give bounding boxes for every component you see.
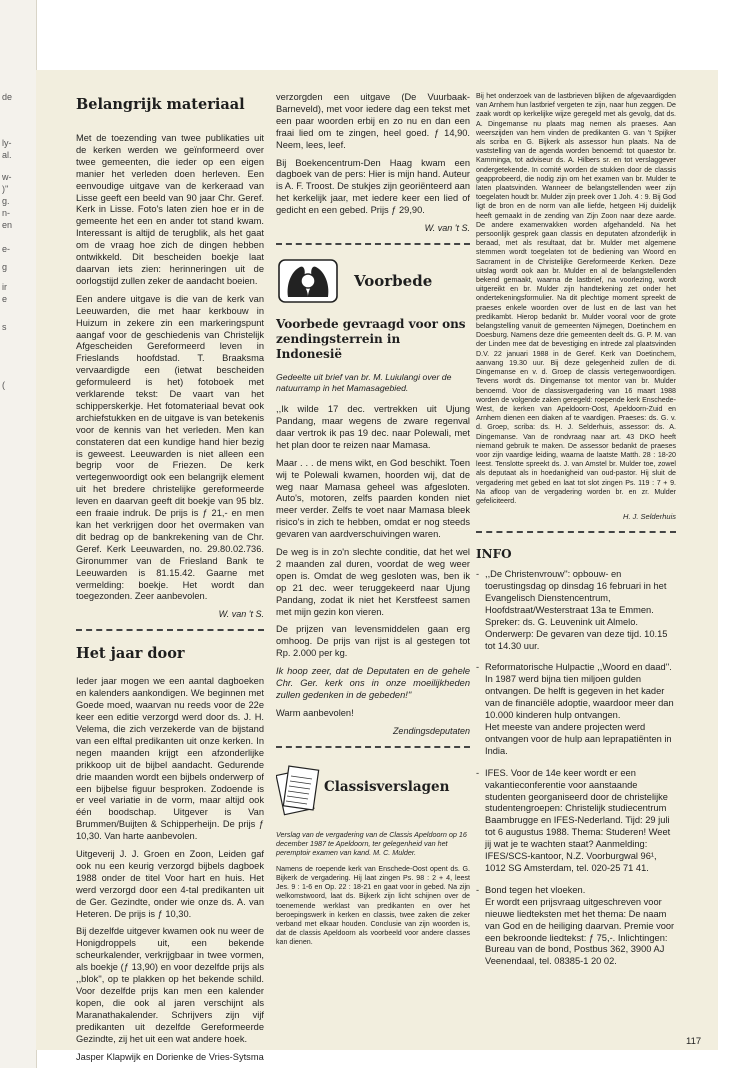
paragraph: Een andere uitgave is die van de kerk van Leeuwarden, die met haar kerkbouw in Huizum in zekere zin een markeringspunt aangaf voor de geschiedenis van Christelijk Afgescheiden Gereformeerd leven in Frieslands hoofdstad. T. Braaksma vervaardigde een (ietwat bescheiden geformuleerd is het) fotoboek met verklarende tekst: De vaart van het schipperskerkje. Het fotomateriaal bevat ook archiefstukken en de uitgave is van betekenis voor de kennis van het verleden. Men kan constateren dat een kundige hand hier bezig is geweest. Leeuwarden is niet alleen een begrip voor de Friezen. De kerk vertegenwoordigt ook een belangrijk element uit het bredere christelijke gereformeerde leven en daarvan geeft dit boekje van 95 blz. een fraaie indruk. De prijs is ƒ 21,- en men kan het verkrijgen door het overmaken van dit bedrag op de bankrekening van de Chr. Geref. Kerk Leeuwarden, no. 29.80.02.736. Gironummer van de Friesland Bank te Leeuwarden is 81.15.42. Gaarne met vermelding: boekje. Het wordt dan toegezonden. Zeer aanbevolen.: [76, 293, 264, 602]
edge-fragment: e: [2, 294, 8, 304]
edge-fragment: ly-: [2, 138, 12, 148]
article-title-het-jaar-door: Het jaar door: [76, 645, 185, 663]
paragraph: Met de toezending van twee publikaties uit de kerken werden we geïnformeerd over twee gemeenten, die ieder op een eigen manier het verleden doen herleven. Een eenvoudige uitgave van de kerkeraad van Lisse geeft een beeld van 90 jaar Chr. Geref. Kerk in Lisse. Foto's laten zien hoe er in de gemeente het een en ander tot stand kwam. Interessant is altijd de terugblik, als het gaat om de vraag hoe zich de dingen hebben ontwikkeld. Dit bescheiden boekje laat daarvan iets zien: herinneringen uit de oorlogstijd zullen zeker de aandacht boeien.: [76, 133, 264, 286]
info-item: - ,,De Christenvrouw'': opbouw- en toerustingsdag op dinsdag 16 februari in het Evangelisch Dienstencentrum, Hoofdstraat/Westerstraat 13a te Emmen. Spreker: ds. G. Leuvenink uit Almelo. Onderwerp: De gevaren van deze tijd. 10.15 tot 14.30 uur.: [476, 569, 676, 652]
column-2: [276, 92, 470, 954]
paragraph: Bond tegen het vloeken.: [485, 884, 586, 895]
edge-fragment: de: [2, 92, 13, 102]
section-banner-title: Classisverslagen: [324, 778, 450, 795]
report-text: [276, 865, 470, 948]
report-text-continued: [476, 92, 676, 506]
divider: [276, 746, 470, 748]
info-item: - Reformatorische Hulpactie ,,Woord en daad''. In 1987 werd bijna tien miljoen gulden ontvangen. De helft is gegeven in het kader van de financiële adoptie, waardoor meer dan 10.000 kinderen hulp ontvangen. Het meeste van andere projecten werd ontvangen voor de hulp aan leprapatiënten in India.: [476, 662, 676, 757]
paragraph: IFES. Voor de 14e keer wordt er een vakantieconferentie voor aanstaande studenten georganiseerd door de christelijke studentengroepen: Christelijk studiecentrum Baambrugge en IFES-Nederland. Tijd: 29 juli tot 6 augustus 1988. Thema: Studeren! Weet jij wat je te wachten staat? Aanmelding: IFES/SCS-kantoor, N.Z. Voorburgwal 96¹, 1012 SG Amsterdam, tel. 020-25 71 41.: [485, 767, 671, 873]
edge-fragment: e-: [2, 244, 11, 254]
article-title-belangrijk-materiaal: Belangrijk materiaal: [76, 96, 245, 113]
signature: W. van 't S.: [424, 223, 470, 234]
papers-icon: [276, 762, 324, 818]
paragraph: Ik hoop zeer, dat de Deputaten en de gehele Chr. Ger. kerk ons in onze moeilijkheden zullen gedenken in de gebeden!'': [276, 666, 470, 700]
edge-fragment: s: [2, 322, 7, 332]
paragraph: Reformatorische Hulpactie ,,Woord en daad''.: [485, 662, 672, 673]
paragraph: Uitgeverij J. J. Groen en Zoon, Leiden gaf ook nu een keurig verzorgd bijbels dagboek 1988 onder de titel Voor hart en huis. Het werd verzorgd door een 4-tal predikanten uit de Ger. Gezindte, onder wie onze ds. A. van Heteren. De prijs is ƒ 10,30.: [76, 849, 264, 919]
edge-fragment: al.: [2, 150, 12, 160]
adjacent-page-edge: [0, 0, 37, 1068]
article-intro: Verslag van de vergadering van de Classis Apeldoorn op 16 december 1987 te Apeldoorn, ter gelegenheid van het peremptoir examen van kand. M. C. Mulder.: [276, 829, 467, 857]
page-number: 117: [686, 1036, 702, 1047]
paragraph: Het meeste van andere projecten werd ontvangen voor de hulp aan leprapatiënten in India.: [485, 722, 672, 756]
edge-fragment: (: [2, 380, 5, 390]
edge-fragment: g: [2, 262, 8, 272]
paragraph: Warm aanbevolen!: [276, 707, 354, 718]
paragraph: verzorgden een uitgave (De Vuurbaak-Barneveld), met voor iedere dag een tekst met een paar woorden erbij en zo nu en dan een fraai lied om te zingen, heel goed. ƒ 14,90. Neem, lees, leef.: [276, 92, 470, 150]
article-title-voorbede: Voorbede gevraagd voor ons zendingsterrein in Indonesië: [276, 317, 466, 362]
edge-fragment: )'': [2, 184, 9, 194]
edge-fragment: n-: [2, 208, 11, 218]
edge-fragment: g.: [2, 196, 10, 206]
voorbede-banner: [276, 259, 470, 305]
paragraph: Bij het onderzoek van de lastbrieven blijken de afgevaardigden van Arnhem hun lastbrief vergeten te zijn, naar hun zeggen. De zaak wordt op kerkelijke wijze geregeld met als gevolg, dat ds. A. Dingemanse nu plaats mag nemen als praeses. Aan weerszijden van hem vinden de predikanten G. van 't Spijker als scriba en G. Bijkerk als assessor hun plaats. Na de vaststelling van de agenda worden benoemd: tot quaestor br. Kamminga, tot adviseur ds. A. Hilbers sr. en tot verslaggever ondergetekende. In comité worden de stukken door de classis geapprobeerd, die nodig zijn om het examen van br. Mulder te laten plaatsvinden. Wanneer de belangstellenden weer zijn toegelaten houdt br. Mulder zijn preek over 1 Joh. 4 : 9. Bij God ligt de bron en de norm van alle liefde, hetgeen Hij duidelijk heeft gemaakt in de zending van Zijn Zoon naar deze aarde. De andere examenvakken worden afgehandeld. Na het persoonlijk gesprek gaan classis en deputaten afzonderlijk in beraad, met als resultaat, dat br. Mulder met algemene stemmen wordt toegelaten tot de bediening van Woord en Sacrament in de Christelijke Gereformeerde Kerken. Deze uitslag wordt ook aan br. Mulder en al de belangstellenden bekend gemaakt, waarna de lastbrief, na voorlezing, wordt uitgereikt en br. Mulder zijn handtekening zet onder het ondertekeningsformulier. Na dit plechtige moment spreekt de praeses enkele woorden over de lust en de last van het predikambt. Hierop bedankt br. Mulder vooral voor de grote belangstelling vanuit de gemeenten Nijmegen, Doetinchem en Doesburg. Namens deze drie gemeenten deelt ds. G. P. M. van der Linden mee dat de bevestiging en intrede zal plaatsvinden D.V. 22 januari 1988 in de Geref. Kerk van Doetinchem, aanvang 19.30 uur. Bij deze gelegenheid zullen de di. Dingemanse en v. d. Groep de classis vertegenwoordigen. Tevens wordt ds. Dingemanse tot mentor van br. Mulder benoemd. Voor de classisvergadering van 16 maart 1988 worden de volgende zaken geregeld: roepende kerk Enschede-West, de kerken van Apeldoorn-Oost, Apeldoorn-Zuid en Arnhem dienen een diaken af te vaardigen. Praeses: ds. G. v. d. Groep, scriba: ds. H. J. Selderhuis, assessor: ds. A. Dingemanse. Van de rondvraag naar art. 43 DKO heeft niemand gebruik te maken. De assessor bedankt de praeses voor zijn vaardige leiding, waarna de laatste Matth. 28 : 18-20 leest. Tenslotte spreekt ds. J. van Amstel br. Mulder toe, zowel als deputaat als in hoedanigheid van oud-pastor. Hij sluit de vergadering met gebed en laat tot slot zingen Ps. 119 : 7 + 9. Na afloop van de vergadering worden br. en zr. Mulder gefeliciteerd.: [476, 92, 676, 505]
paragraph: ,,De Christenvrouw'': opbouw- en toerustingsdag op dinsdag 16 februari in het Evangelisch Dienstencentrum, Hoofdstraat/Westerstraat 13a te Emmen. Spreker: ds. G. Leuvenink uit Almelo. Onderwerp: De gevaren van deze tijd. 10.15 tot 14.30 uur.: [485, 569, 668, 651]
classisverslagen-banner: [276, 762, 470, 822]
paragraph: Jasper Klapwijk en Dorienke de Vries-Sytsma: [76, 1051, 264, 1062]
edge-fragment: w-: [2, 172, 12, 182]
divider: [276, 243, 470, 245]
section-banner-title: Voorbede: [354, 272, 433, 291]
edge-fragment: en: [2, 220, 13, 230]
paragraph: ,,Ik wilde 17 dec. vertrekken uit Ujung Pandang, maar wegens de zware regenval daar vertrok ik pas 19 dec. naar Polewali, met het plan door te reizen naar Mamasa.: [276, 404, 470, 450]
divider: [476, 531, 676, 533]
magazine-page: [36, 70, 718, 1062]
article-intro: Gedeelte uit brief van br. M. Luiulangi over de natuurramp in het Mamasagebied.: [276, 372, 452, 394]
signature: Zendingsdeputaten: [392, 725, 470, 736]
signature: H. J. Selderhuis: [623, 512, 676, 522]
paragraph: Bij Boekencentrum-Den Haag kwam een dagboek van de pers: Hier is mijn hand. Auteur is A. F. Troost. De stukjes zijn georiënteerd aan het kerkelijk jaar, met iedere keer een lied of gedicht en een gebed. Prijs ƒ 29,90.: [276, 157, 470, 216]
info-item: - IFES. Voor de 14e keer wordt er een vakantieconferentie voor aanstaande studenten georganiseerd door de christelijke studentengroepen: Christelijk studiecentrum Baambrugge en IFES-Nederland. Tijd: 29 juli tot 6 augustus 1988. Thema: Studeren! Weet jij wat je te wachten staat? Aanmelding: IFES/SCS-kantoor, N.Z. Voorburgwal 96¹, 1012 SG Amsterdam, tel. 020-25 71 41.: [476, 768, 676, 875]
column-1: [76, 92, 264, 1069]
info-title: INFO: [476, 547, 512, 562]
praying-hands-icon: [278, 259, 338, 303]
paragraph: Er wordt een prijsvraag uitgeschreven voor nieuwe liedteksten met het thema: De naam van God en de heiliging daarvan. Premie voor een bekroonde liedtekst: ƒ 75,-. Inlichtingen: Bureau van de bond, Postbus 362, 3900 AJ Veenendaal, tel. 08385-1 20 02.: [485, 896, 675, 967]
divider: [76, 629, 264, 631]
info-item: - Bond tegen het vloeken. Er wordt een prijsvraag uitgeschreven voor nieuwe liedteksten met het thema: De naam van God en de heiliging daarvan. Premie voor een bekroonde liedtekst: ƒ 75,-. Inlichtingen: Bureau van de bond, Postbus 362, 3900 AJ Veenendaal, tel. 08385-1 20 02.: [476, 884, 675, 967]
paragraph: Maar . . . de mens wikt, en God beschikt. Toen wij te Polewali kwamen, hoorden wij, dat de weg naar Mamasa geheel was afgesloten. Auto's, motoren, zelfs paarden konden niet meer verder. Zelfs te voet naar Mamasa bleek risico's in zich te hebben, omdat er nog steeds gevaren van aardverschuivingen waren.: [276, 457, 470, 540]
paragraph: Namens de roepende kerk van Enschede-Oost opent ds. G. Bijkerk de vergadering. Hij laat zingen Ps. 98 : 2 + 4, leest Jes. 9 : 1-6 en Op. 22 : 18-21 en gaat voor in gebed. Na zijn welkomstwoord, laat ds. Bijkerk zijn licht schijnen over de toenemende werklast van predikanten en over het beroepingswerk in kerken en classis, twee zaken die zeker verband met elkaar houden. Conclusie van zijn woorden is, dat de classis Apeldoorn als voorbeeld voor andere classes kan dienen.: [276, 864, 470, 947]
edge-fragment: ir: [2, 282, 7, 292]
paragraph: De weg is in zo'n slechte conditie, dat het wel 2 maanden zal duren, voordat de weg weer open is. Omdat de weg gesloten was, ben ik op 21 dec. weer teruggekeerd naar Ujung Pandang, zodat ik niet het Kerstfeest samen met mijn gezin kon vieren.: [276, 547, 470, 617]
paragraph: Bij dezelfde uitgever kwamen ook nu weer de Honigdroppels uit, een bekende scheurkalender, verkrijgbaar in twee vormen, als boekje (ƒ 13,90) en voor dezelfde prijs als ,,blok'', op te plakken op het bekende schild. Voor dezelfde prijs kan men een kalender kopen, die ook al jaren verschijnt als Maranathakalender. Schrijvers zijn vijf predikanten uit dezelfde Gereformeerde Gezindte, zij het uit een wat andere hoek.: [76, 926, 264, 1044]
signature: W. van 't S.: [218, 609, 264, 620]
column-3: [476, 92, 676, 978]
paragraph: Ieder jaar mogen we een aantal dagboeken en kalenders aankondigen. We beginnen met Goede moed, waarvan nu reeds voor de 22e keer een editie verzorgd werd door ds. J. H. Velema, die zich verzekerde van de bijstand van een elftal predikanten uit onze kerken. In negen maanden krijgt een afzonderlijke prikkoop uit de bijbel aandacht. Gedurende drie maanden wordt een bijbels onderwerp of een bijbelse figuur besproken. Zodoende is er veel variatie in de vorm, maar altijd ook één boodschap. Uitgever is Van Brummen/Buijten & Schipperheijn. De prijs ƒ 10,30. Van harte aanbevolen.: [76, 676, 264, 842]
paragraph: In 1987 werd bijna tien miljoen gulden ontvangen. De helft is gegeven in het kader van de financiële adoptie, waardoor meer dan 10.000 kinderen hulp ontvangen.: [485, 674, 674, 721]
paragraph: De prijzen van levensmiddelen gaan erg omhoog. De prijs van rijst is al gestegen tot Rp. 2.000 per kg.: [276, 624, 470, 659]
